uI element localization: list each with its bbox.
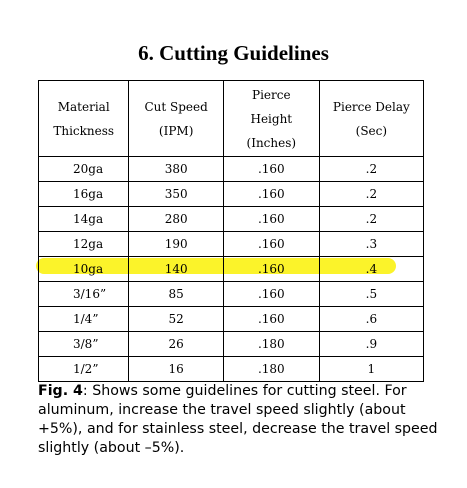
cell-material: 16ga — [39, 182, 129, 207]
cell-pierce-height: .160 — [223, 282, 319, 307]
cell-cut-speed: 280 — [129, 207, 224, 232]
cell-pierce-height: .180 — [223, 357, 319, 382]
cell-pierce-delay: .6 — [319, 307, 423, 332]
cell-pierce-height: .160 — [223, 307, 319, 332]
table-row — [39, 307, 424, 332]
cell-cut-speed: 190 — [129, 232, 224, 257]
cell-pierce-delay: .4 — [319, 257, 423, 282]
figure-caption — [38, 382, 438, 458]
cell-material: 20ga — [39, 157, 129, 182]
table-row — [39, 282, 424, 307]
cell-cut-speed: 140 — [129, 257, 224, 282]
header-pierce-delay — [319, 81, 423, 157]
cell-pierce-height: .160 — [223, 182, 319, 207]
cell-material: 1/2” — [39, 357, 129, 382]
table-row-highlighted — [39, 257, 424, 282]
cell-cut-speed: 350 — [129, 182, 224, 207]
cell-material: 3/8” — [39, 332, 129, 357]
table-row — [39, 182, 424, 207]
cell-pierce-height: .160 — [223, 257, 319, 282]
header-line: (Inches) — [246, 135, 297, 150]
figure-label: Fig. 4 — [38, 383, 83, 399]
page-title: 6. Cutting Guidelines — [138, 41, 329, 65]
cell-material: 10ga — [39, 257, 129, 282]
header-line: Material — [57, 99, 110, 114]
table-row — [39, 157, 424, 182]
header-cut-speed — [129, 81, 224, 157]
header-line: Pierce Delay — [332, 99, 410, 114]
cell-cut-speed: 85 — [129, 282, 224, 307]
cell-cut-speed: 52 — [129, 307, 224, 332]
cell-pierce-delay: .2 — [319, 157, 423, 182]
header-line: Thickness — [53, 123, 115, 138]
cell-cut-speed: 16 — [129, 357, 224, 382]
header-line: Cut Speed — [144, 99, 208, 114]
cell-pierce-height: .180 — [223, 332, 319, 357]
header-material-thickness — [39, 81, 129, 157]
header-line: Height — [250, 111, 293, 126]
cell-material: 14ga — [39, 207, 129, 232]
cell-material: 12ga — [39, 232, 129, 257]
table-row — [39, 357, 424, 382]
cutting-guidelines-table — [38, 80, 424, 382]
cell-cut-speed: 380 — [129, 157, 224, 182]
header-pierce-height — [223, 81, 319, 157]
cell-material: 1/4” — [39, 307, 129, 332]
cell-material: 3/16” — [39, 282, 129, 307]
caption-text: : Shows some guidelines for cutting steel. For aluminum, increase the travel speed slightly (about +5%), and for stainless steel, decrease the travel speed slightly (about –5%). — [38, 383, 438, 456]
cell-pierce-delay: 1 — [319, 357, 423, 382]
cell-pierce-delay: .2 — [319, 207, 423, 232]
table-row — [39, 232, 424, 257]
table-row — [39, 332, 424, 357]
header-line: Pierce — [252, 87, 291, 102]
cell-pierce-height: .160 — [223, 157, 319, 182]
cell-pierce-delay: .9 — [319, 332, 423, 357]
cell-pierce-height: .160 — [223, 207, 319, 232]
header-line: (Sec) — [355, 123, 388, 138]
table-row — [39, 207, 424, 232]
header-row — [39, 81, 424, 157]
header-line: (IPM) — [158, 123, 194, 138]
cell-pierce-delay: .3 — [319, 232, 423, 257]
cell-cut-speed: 26 — [129, 332, 224, 357]
cell-pierce-height: .160 — [223, 232, 319, 257]
cell-pierce-delay: .2 — [319, 182, 423, 207]
cell-pierce-delay: .5 — [319, 282, 423, 307]
